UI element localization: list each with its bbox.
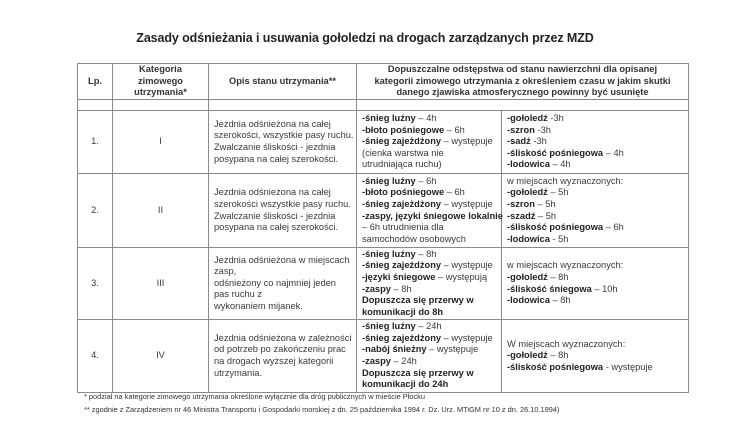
opis-line: Zwalczanie śliskości - jezdnia (214, 142, 336, 152)
condition-name: -gołoledź (507, 113, 548, 124)
blank-cell (209, 100, 357, 111)
condition-time: – 4h (549, 159, 571, 170)
condition-time: – 6h (444, 187, 465, 198)
condition-name: -szron (507, 198, 535, 209)
condition-name: -gołoledź (507, 271, 548, 282)
condition-line (507, 362, 688, 374)
condition-line (507, 339, 688, 351)
condition-name: -zaspy (362, 356, 391, 366)
cell-kategoria: I (113, 111, 209, 174)
condition-time: – 6h (603, 222, 624, 233)
condition-name: Dopuszcza się przerwy w (362, 367, 474, 378)
condition-name: -szadź (507, 210, 536, 221)
condition-name: -błoto pośniegowe (362, 124, 445, 135)
condition-line (362, 222, 501, 234)
condition-line (362, 368, 501, 380)
condition-time: – 4h (603, 147, 624, 158)
header-opis: Opis stanu utrzymania** (209, 64, 357, 100)
condition-time: – 4h (415, 113, 437, 124)
condition-time: – 6h utrudnienia dla (362, 222, 444, 233)
cell-snow-conditions (357, 248, 502, 320)
condition-time: (cienka warstwa nie (362, 147, 444, 158)
opis-line: wykonaniem mijanek. (214, 300, 303, 311)
condition-line (507, 199, 688, 211)
condition-line (362, 272, 501, 284)
footnote-1: * podział na kategorie zimowego utrzymania określone wyłącznie dla dróg publicznych w mieście Płocku (84, 392, 425, 401)
condition-line (362, 199, 501, 211)
condition-line (507, 295, 688, 307)
condition-time: – 6h (415, 175, 437, 186)
opis-line: odśnieżony co najmniej jeden (214, 277, 336, 288)
condition-time: W miejscach wyznaczonych: (507, 338, 626, 349)
cell-opis (209, 248, 357, 320)
condition-name: -gołoledź (507, 187, 548, 198)
condition-name: -śnieg luźny (362, 321, 416, 332)
condition-name: -śnieg zajeżdżony (362, 332, 442, 343)
opis-line: utrzymania. (214, 367, 263, 378)
condition-name: -zaspy (362, 283, 391, 294)
condition-name: -nabój śnieżny (362, 344, 427, 355)
opis-line: na drogach wyższej kategorii (214, 356, 334, 366)
condition-time: – 5h (534, 198, 556, 209)
header-odstepstwa (357, 64, 689, 100)
condition-time: – 6h (444, 124, 465, 135)
cell-lp: 4. (78, 320, 113, 393)
condition-line (362, 379, 501, 391)
cell-kategoria: III (113, 248, 209, 320)
document-title: Zasady odśnieżania i usuwania gołoledzi na drogach zarządzanych przez MZD (136, 31, 594, 45)
condition-time: samochodów osobowych (362, 233, 466, 244)
condition-name: -języki śniegowe (362, 271, 436, 282)
condition-line (362, 356, 501, 368)
blank-cell (357, 100, 689, 111)
cell-snow-conditions (357, 320, 502, 393)
opis-line: zasp, (214, 266, 237, 277)
opis-line: Zwalczanie śliskości - jezdnia (214, 210, 336, 221)
condition-line (362, 284, 501, 296)
condition-time: – 10h (591, 283, 618, 294)
condition-name: Dopuszcza się przerwy w (362, 295, 474, 306)
condition-time: – 5h (547, 187, 569, 198)
condition-line (507, 211, 688, 223)
condition-name: -śliskość pośniegowa (507, 222, 604, 233)
condition-line (362, 211, 501, 223)
cell-ice-conditions (502, 248, 689, 320)
condition-time: – 8h (390, 283, 412, 294)
table-row (78, 248, 689, 320)
condition-time: -3h (534, 124, 551, 135)
condition-line (362, 159, 501, 171)
header-kategoria-line: Kategoria (139, 64, 182, 75)
condition-time: - występuje (603, 361, 653, 372)
condition-time: – 8h (549, 295, 571, 306)
condition-line (507, 272, 688, 284)
opis-line: Jezdnia odśnieżona w zależności (214, 332, 352, 343)
condition-line (507, 136, 688, 148)
condition-name: -lodowica (507, 233, 550, 244)
condition-name: -śliskość śniegowa (507, 283, 592, 294)
table-row (78, 174, 689, 248)
opis-line: posypana na całej szerokości. (214, 222, 339, 233)
header-odstepstwa-line: Dopuszczalne odstępstwa od stanu nawierzchni dla opisanej (387, 64, 658, 75)
condition-line (362, 136, 501, 148)
condition-time: w miejscach wyznaczonych: (507, 175, 624, 186)
condition-line (362, 321, 501, 333)
condition-line (507, 113, 688, 125)
header-kategoria-line: zimowego (138, 75, 183, 86)
condition-time: – 5h (535, 210, 557, 221)
condition-time: – występuje (441, 136, 493, 147)
condition-name: -śliskość pośniegowa (507, 147, 604, 158)
condition-line (507, 284, 688, 296)
condition-line (507, 260, 688, 272)
condition-line (362, 260, 501, 272)
condition-line (507, 234, 688, 246)
cell-kategoria: IV (113, 320, 209, 393)
header-odstepstwa-line: kategorii zimowego utrzymania z określeniem czasu w jakim skutki (374, 75, 671, 86)
footnote-2: ** zgodnie z Zarządzeniem nr 46 Ministra Transportu i Gospodarki morskiej z dn. 25 października 1994 r. Dz. Urz. MTiGM nr 10 z dn. 26.10.1994) (84, 405, 560, 414)
cell-lp: 1. (78, 111, 113, 174)
condition-line (507, 222, 688, 234)
opis-line: Jezdnia odśnieżona w miejscach (214, 254, 350, 265)
condition-name: -śnieg zajeżdżony (362, 136, 442, 147)
cell-opis (209, 111, 357, 174)
opis-line: pas ruchu z (214, 289, 263, 300)
condition-name: -śnieg zajeżdżony (362, 198, 442, 209)
condition-time: – 8h (547, 271, 569, 282)
table-row (78, 111, 689, 174)
condition-name: komunikacji do 8h (362, 306, 444, 317)
condition-line (362, 148, 501, 160)
cell-ice-conditions (502, 174, 689, 248)
condition-name: -śliskość pośniegowa (507, 361, 604, 372)
condition-name: -szron (507, 124, 535, 135)
condition-line (507, 187, 688, 199)
cell-snow-conditions (357, 111, 502, 174)
condition-time: – 24h (390, 356, 417, 366)
condition-name: -śnieg luźny (362, 113, 416, 124)
condition-line (362, 176, 501, 188)
condition-name: -śnieg luźny (362, 175, 416, 186)
condition-line (362, 295, 501, 307)
condition-line (362, 307, 501, 319)
condition-line (362, 344, 501, 356)
condition-name: -zaspy, języki śniegowe lokalnie (362, 210, 503, 221)
opis-line: Jezdnia odśnieżona na całej (214, 118, 331, 129)
table-row (78, 320, 689, 393)
condition-name: -śnieg luźny (362, 248, 416, 259)
condition-line (362, 125, 501, 137)
condition-line (362, 234, 501, 246)
header-kategoria (113, 64, 209, 100)
cell-kategoria: II (113, 174, 209, 248)
condition-time: – występuje (426, 344, 479, 355)
condition-name: -sadź (507, 136, 531, 147)
opis-line: szerokości, wszystkie pasy ruchu. (214, 130, 354, 141)
opis-line: od potrzeb po zakończeniu prac (214, 344, 346, 355)
condition-line (507, 350, 688, 362)
condition-line (362, 113, 501, 125)
header-odstepstwa-line: danego zjawiska atmosferycznego powinny być usunięte (396, 87, 649, 98)
header-kategoria-line: utrzymania* (134, 87, 187, 98)
condition-name: komunikacji do 24h (362, 379, 449, 390)
cell-lp: 3. (78, 248, 113, 320)
condition-name: -lodowica (507, 159, 550, 170)
cell-opis (209, 174, 357, 248)
condition-time: w miejscach wyznaczonych: (507, 260, 624, 271)
condition-time: – występuje (441, 260, 493, 271)
cell-lp: 2. (78, 174, 113, 248)
blank-cell (113, 100, 209, 111)
condition-time: – 24h (415, 321, 442, 332)
condition-line (362, 187, 501, 199)
blank-cell (78, 100, 113, 111)
condition-name: -śnieg zajeżdżony (362, 260, 442, 271)
condition-time: – 8h (415, 248, 437, 259)
condition-time: – występuje (441, 198, 493, 209)
opis-line: szerokości wszystkie pasy ruchu. (214, 198, 351, 209)
condition-time: – występuje (441, 332, 493, 343)
condition-time: utrudniająca ruchu) (362, 159, 442, 170)
condition-time: -3h (530, 136, 547, 147)
condition-line (507, 125, 688, 137)
condition-time: - 5h (549, 233, 569, 244)
condition-name: -błoto pośniegowe (362, 187, 445, 198)
condition-time: – 8h (547, 350, 569, 361)
blank-row (78, 100, 689, 111)
winter-maintenance-table (77, 63, 689, 393)
cell-ice-conditions (502, 111, 689, 174)
condition-line (362, 249, 501, 261)
header-row (78, 64, 689, 100)
condition-line (507, 159, 688, 171)
cell-snow-conditions (357, 174, 502, 248)
condition-time: – występują (435, 271, 488, 282)
condition-time: -3h (547, 113, 564, 124)
cell-ice-conditions (502, 320, 689, 393)
condition-line (507, 148, 688, 160)
opis-line: Jezdnia odśnieżona na całej (214, 187, 331, 198)
condition-name: -lodowica (507, 295, 550, 306)
cell-opis (209, 320, 357, 393)
opis-line: posypana na całej szerokości. (214, 153, 339, 164)
condition-name: -gołoledź (507, 350, 548, 361)
condition-line (507, 176, 688, 188)
condition-line (362, 333, 501, 345)
header-lp: Lp. (78, 64, 113, 100)
